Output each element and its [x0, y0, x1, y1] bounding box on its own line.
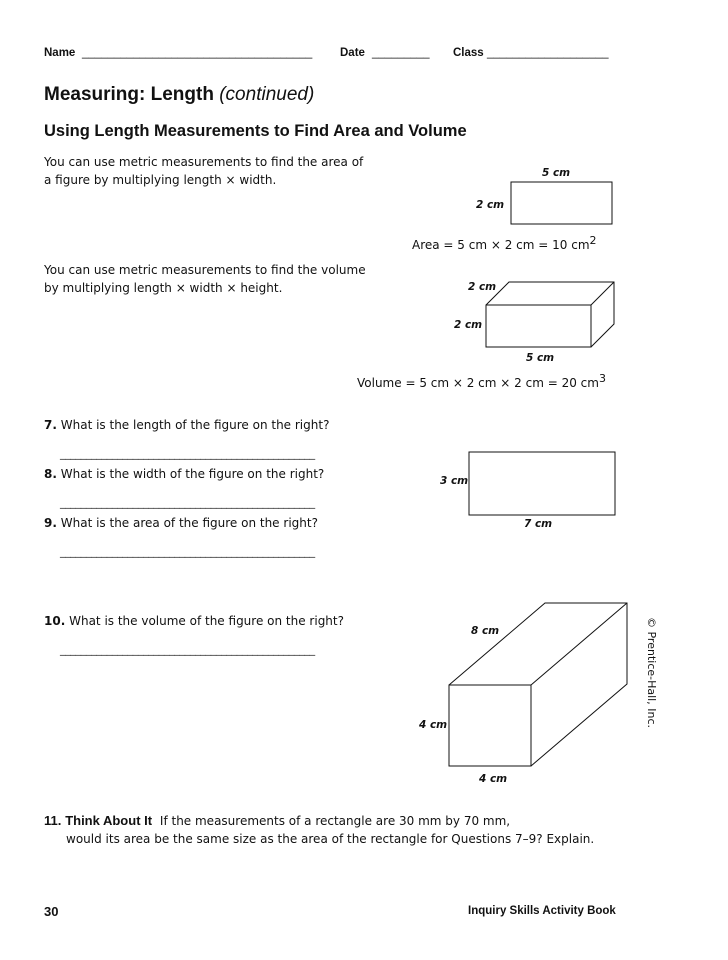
volume-text-line2: by multiplying length × width × height.	[44, 281, 283, 295]
question-9-number: 9.	[44, 516, 57, 530]
question-8-text: What is the width of the figure on the right?	[60, 467, 325, 481]
date-label: Date	[340, 47, 365, 59]
volume-height-label: 2 cm	[454, 319, 483, 331]
question-10-answer-line[interactable]: _________________________________________________	[60, 643, 315, 656]
section-subtitle: Using Length Measurements to Find Area and Volume	[44, 122, 467, 140]
title-continued: (continued)	[219, 84, 315, 105]
box-height-label: 4 cm	[419, 719, 448, 731]
question-7-number: 7.	[44, 418, 57, 432]
question-11	[44, 813, 510, 828]
box-width-label: 4 cm	[479, 773, 508, 785]
question-9-text: What is the area of the figure on the right?	[60, 516, 318, 530]
area-text-line1: You can use metric measurements to find the area of	[44, 155, 364, 169]
box-depth-label: 8 cm	[471, 625, 500, 637]
name-blank[interactable]: ____________________________________	[82, 47, 313, 59]
question-8-number: 8.	[44, 467, 57, 481]
question-11-heading: Think About It	[65, 813, 153, 828]
volume-depth-label: 2 cm	[468, 281, 497, 293]
question-11-line1: If the measurements of a rectangle are 30 mm by 70 mm,	[159, 814, 511, 828]
question-10-text: What is the volume of the figure on the right?	[69, 614, 344, 628]
volume-length-label: 5 cm	[526, 352, 555, 364]
question-10-number: 10.	[44, 614, 66, 628]
question-7-text: What is the length of the figure on the right?	[60, 418, 330, 432]
area-equation-exponent: 2	[589, 234, 597, 247]
volume-text-line1: You can use metric measurements to find the volume	[44, 263, 366, 277]
page-number: 30	[44, 904, 59, 919]
book-title: Inquiry Skills Activity Book	[468, 905, 616, 917]
volume-equation-exponent: 3	[598, 372, 606, 385]
question-7-answer-line[interactable]: _________________________________________________	[60, 447, 315, 460]
question-9-answer-line[interactable]: _________________________________________________	[60, 545, 315, 558]
class-label: Class	[453, 47, 484, 59]
class-blank[interactable]: ___________________	[487, 47, 609, 59]
area-width-label: 2 cm	[476, 199, 505, 211]
question-11-number: 11.	[44, 813, 62, 828]
rect-length-label: 7 cm	[524, 518, 553, 530]
question-11-line2: would its area be the same size as the area of the rectangle for Questions 7–9? Explain.	[66, 832, 595, 846]
copyright-notice: © Prentice-Hall, Inc.	[645, 617, 658, 728]
area-equation-text: Area = 5 cm × 2 cm = 10 cm	[412, 238, 590, 252]
area-text-line2: a figure by multiplying length × width.	[44, 173, 277, 187]
name-label: Name	[44, 47, 76, 59]
area-length-label: 5 cm	[542, 167, 571, 179]
date-blank[interactable]: _________	[372, 47, 430, 59]
title-main: Measuring: Length	[44, 84, 214, 105]
question-8-answer-line[interactable]: _________________________________________________	[60, 496, 315, 509]
volume-equation-text: Volume = 5 cm × 2 cm × 2 cm = 20 cm	[357, 376, 599, 390]
rect-height-label: 3 cm	[440, 475, 469, 487]
